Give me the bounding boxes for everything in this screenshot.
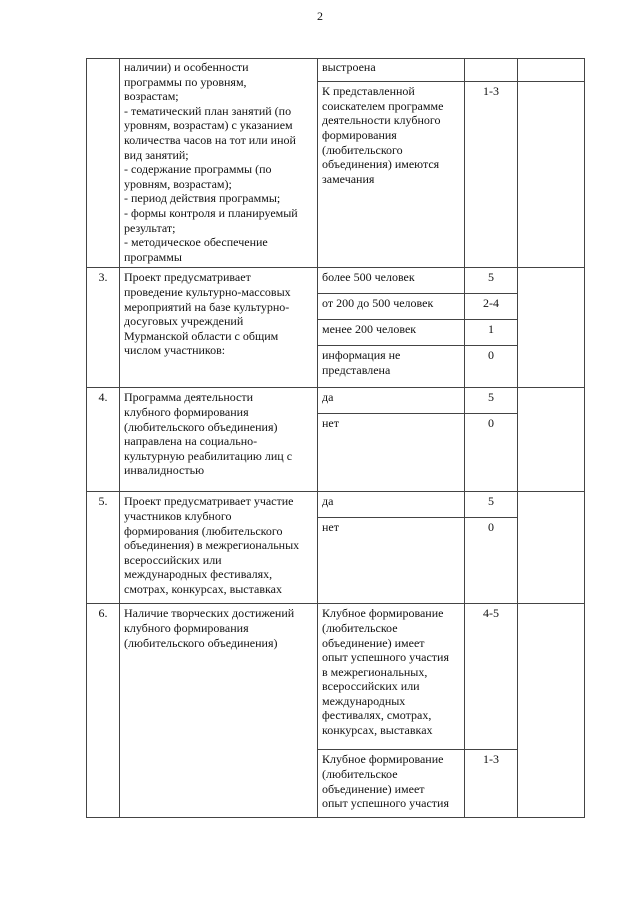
score-cell: 2-4 bbox=[465, 294, 518, 320]
option-cell: более 500 человек bbox=[318, 268, 465, 294]
score-cell: 1-3 bbox=[465, 750, 518, 818]
empty-cell bbox=[518, 604, 585, 818]
score-cell: 1-3 bbox=[465, 82, 518, 268]
empty-cell bbox=[518, 82, 585, 268]
score-cell: 5 bbox=[465, 388, 518, 414]
row-number: 5. bbox=[87, 492, 120, 604]
option-cell: менее 200 человек bbox=[318, 320, 465, 346]
table-row bbox=[87, 388, 585, 414]
score-cell bbox=[465, 59, 518, 82]
row-number bbox=[87, 59, 120, 268]
option-cell: да bbox=[318, 388, 465, 414]
option-cell: Клубное формирование (любительское объединение) имеет опыт успешного участия bbox=[318, 750, 465, 818]
score-cell: 5 bbox=[465, 492, 518, 518]
table-row bbox=[87, 604, 585, 750]
score-cell: 0 bbox=[465, 414, 518, 492]
empty-cell bbox=[518, 59, 585, 82]
option-cell: К представленной соискателем программе деятельности клубного формирования (любительского объединения) имеются замечания bbox=[318, 82, 465, 268]
option-cell: нет bbox=[318, 414, 465, 492]
page-number: 2 bbox=[317, 9, 323, 23]
criterion-cell: наличии) и особенности программы по уровням, возрастам; - тематический план занятий (по уровням, возрастам) с указанием количества часов на тот или иной вид занятий; - содержание программы (по уровням, возрастам); - период действия программы; - формы контроля и планируемый результат; - методическое обеспечение программы bbox=[120, 59, 318, 268]
score-cell: 5 bbox=[465, 268, 518, 294]
option-cell: от 200 до 500 человек bbox=[318, 294, 465, 320]
table-row bbox=[87, 492, 585, 518]
option-cell: да bbox=[318, 492, 465, 518]
table-row bbox=[87, 59, 585, 82]
criterion-cell: Проект предусматривает проведение культурно-массовых мероприятий на базе культурно- досуговых учреждений Мурманской области с общим числом участников: bbox=[120, 268, 318, 388]
table-row bbox=[87, 268, 585, 294]
criterion-cell: Программа деятельности клубного формирования (любительского объединения) направлена на социально- культурную реабилитацию лиц с инвалидностью bbox=[120, 388, 318, 492]
option-cell: информация не представлена bbox=[318, 346, 465, 388]
criterion-cell: Проект предусматривает участие участников клубного формирования (любительского объединения) в межрегиональных всероссийских или международных фестивалях, смотрах, конкурсах, выставках bbox=[120, 492, 318, 604]
score-cell: 4-5 bbox=[465, 604, 518, 750]
score-cell: 0 bbox=[465, 518, 518, 604]
row-number: 6. bbox=[87, 604, 120, 818]
row-number: 3. bbox=[87, 268, 120, 388]
row-number: 4. bbox=[87, 388, 120, 492]
empty-cell bbox=[518, 388, 585, 492]
empty-cell bbox=[518, 492, 585, 604]
option-cell: Клубное формирование (любительское объединение) имеет опыт успешного участия в межрегиональных, всероссийских или международных фестивалях, смотрах, конкурсах, выставках bbox=[318, 604, 465, 750]
option-cell: нет bbox=[318, 518, 465, 604]
evaluation-criteria-table bbox=[86, 58, 585, 818]
criterion-cell: Наличие творческих достижений клубного формирования (любительского объединения) bbox=[120, 604, 318, 818]
score-cell: 0 bbox=[465, 346, 518, 388]
empty-cell bbox=[518, 268, 585, 388]
option-cell: выстроена bbox=[318, 59, 465, 82]
score-cell: 1 bbox=[465, 320, 518, 346]
